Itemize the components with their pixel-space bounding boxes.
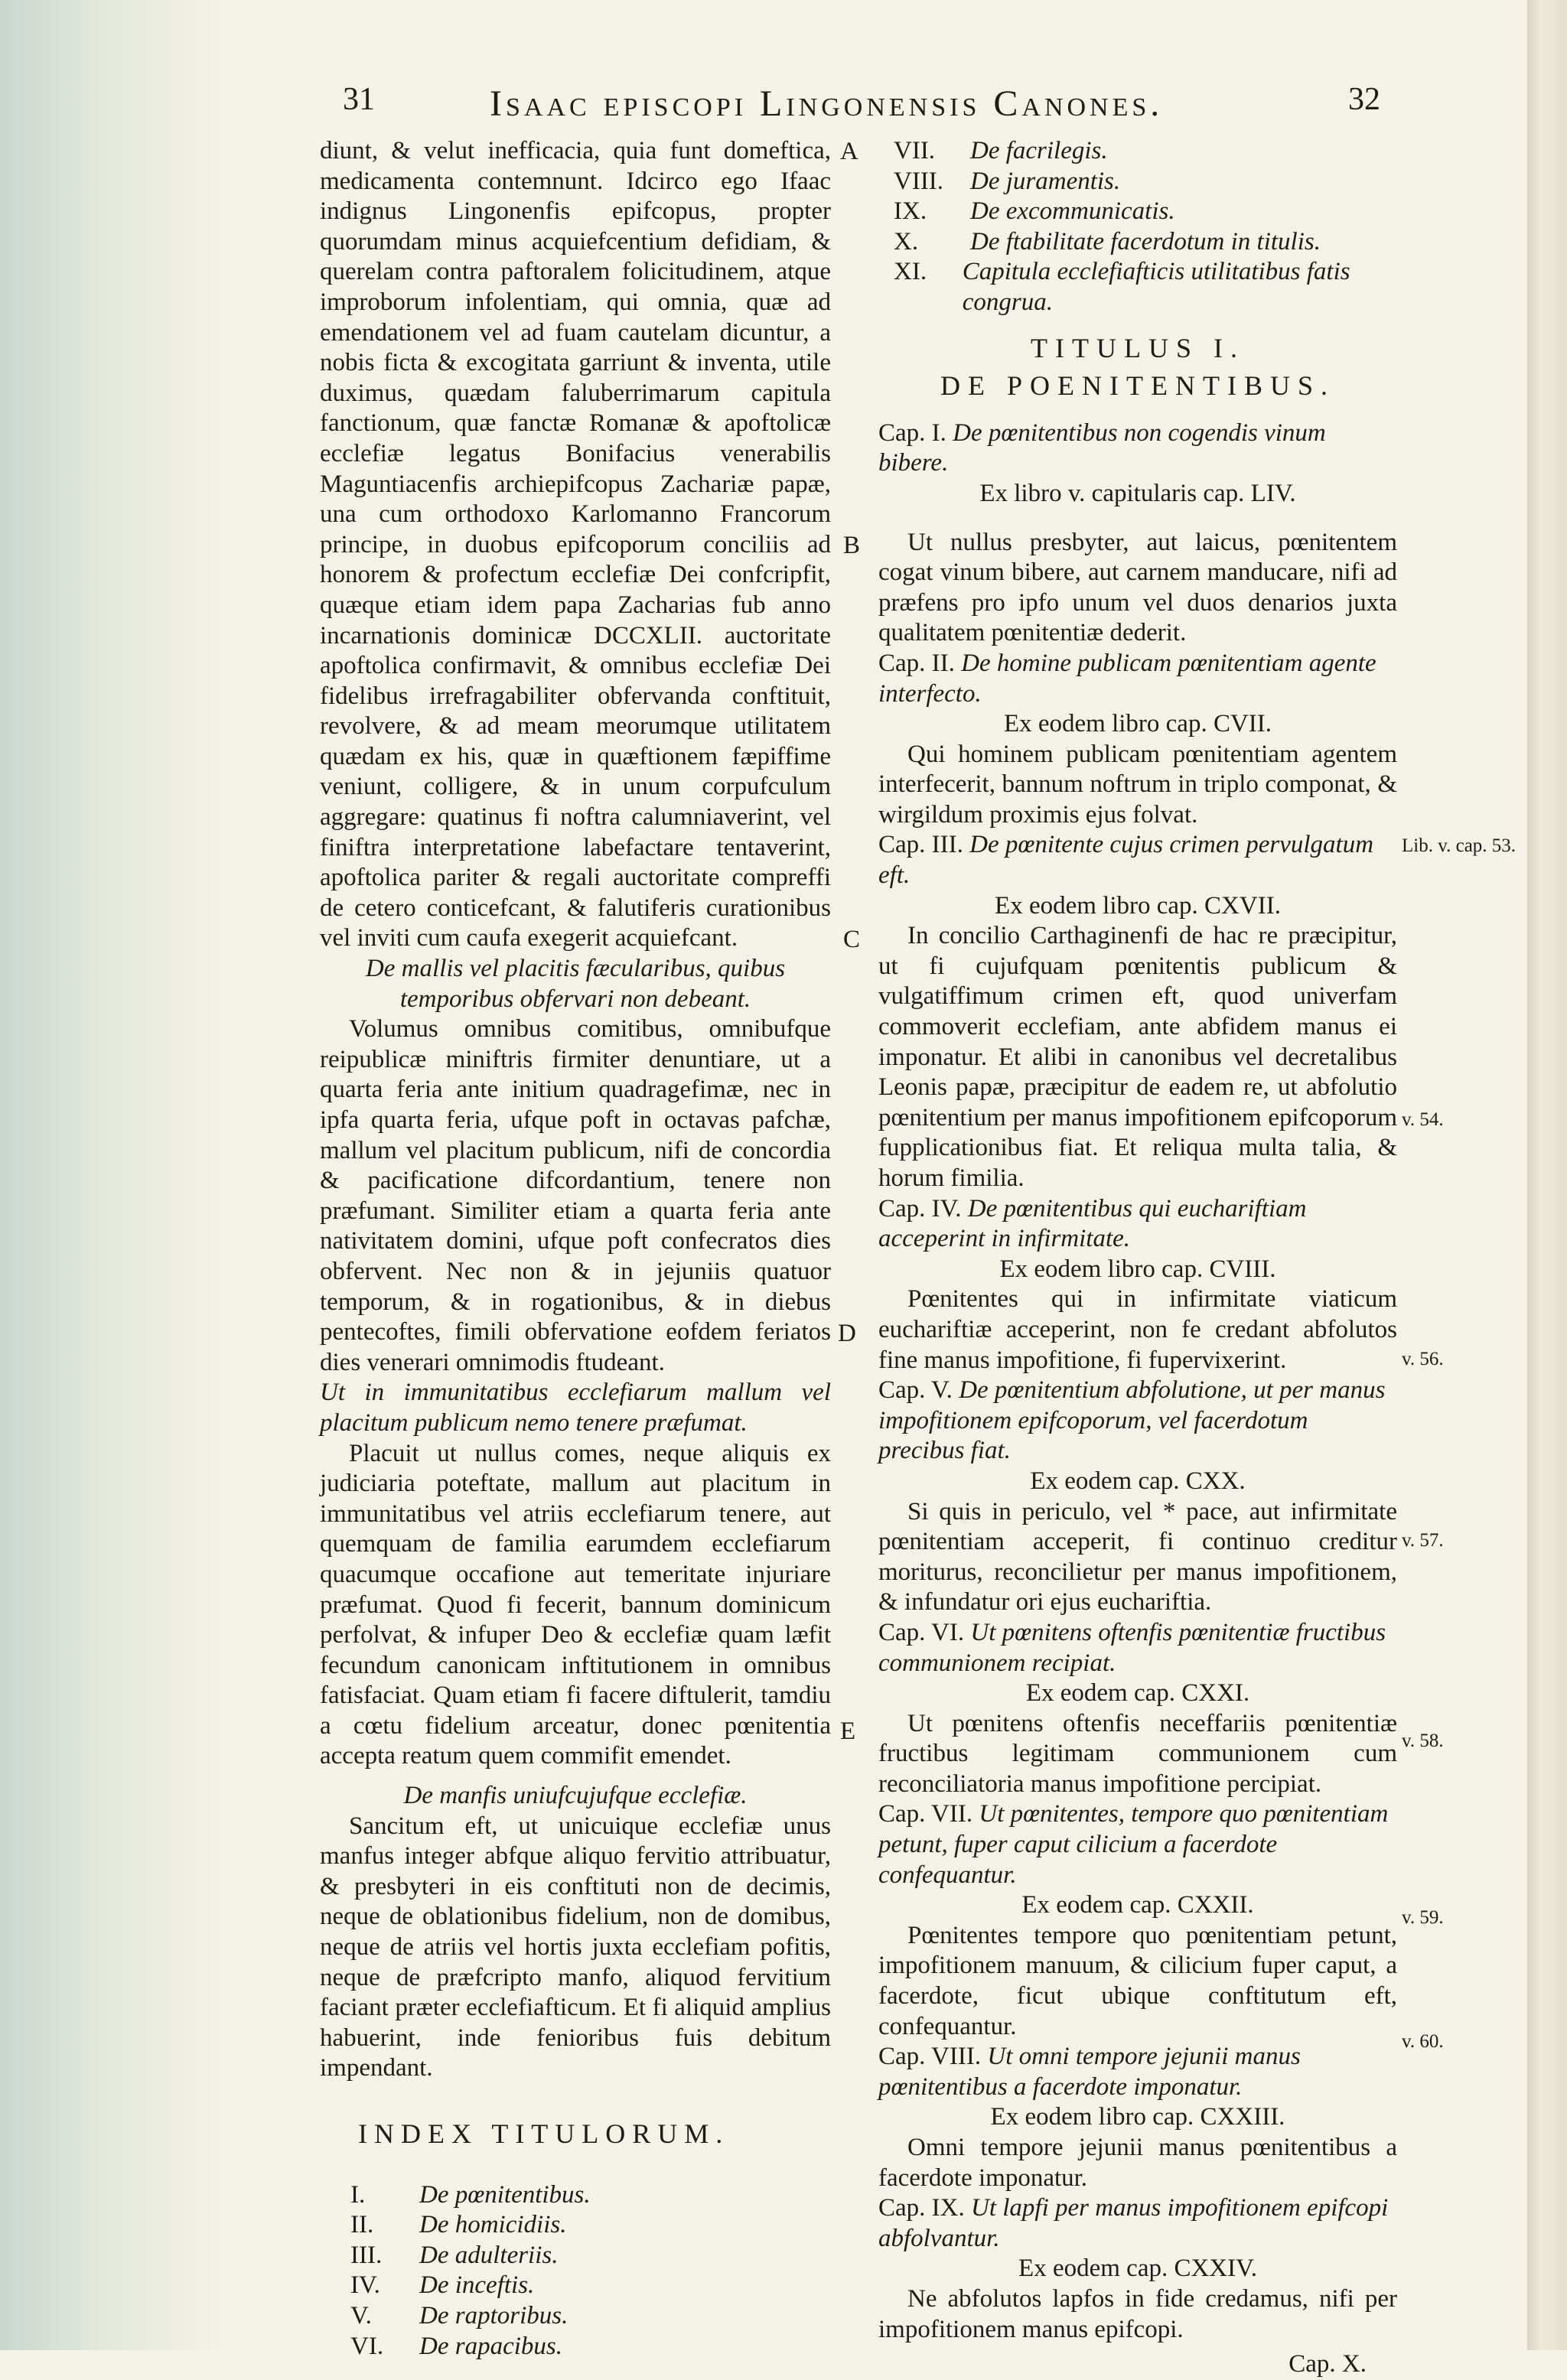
left-paragraph-4: Sancitum eft, ut unicuique ecclefiæ unus manfus integer abfque aliquo fervitio attribuatur, & presbyteri in eis conftituti non de decimis, neque de oblationibus fidelium, non de domibus, neque de atriis vel hortis juxta ecclefiam pofitis, neque de præfcripto manfo, aliquod fervitium faciant præter ecclefiafticum. Et fi aliquid amplius habuerint, inde fenioribus fuis debitum impendant. bbox=[320, 1812, 831, 2082]
chapter-number: Cap. V. bbox=[878, 1376, 953, 1405]
index-item: V. De raptoribus. bbox=[350, 2301, 568, 2330]
chapter-2 bbox=[878, 649, 1397, 831]
chapter-source: Ex eodem libro cap. CVII. bbox=[1003, 710, 1272, 738]
index-item: VIII. De juramentis. bbox=[894, 167, 1121, 195]
titulus-heading: TITULUS I. bbox=[1031, 332, 1245, 363]
next-page-edge bbox=[1527, 0, 1567, 2350]
side-letter-d: D bbox=[838, 1320, 856, 1347]
margin-note: v. 54. bbox=[1402, 1109, 1444, 1130]
side-letter-b: B bbox=[843, 532, 861, 559]
chapter-source: Ex eodem cap. CXX. bbox=[1030, 1467, 1246, 1495]
chapter-title: De pœnitente cujus crimen pervulgatum eft. bbox=[878, 831, 1374, 890]
index-item: VI. De rapacibus. bbox=[350, 2332, 562, 2360]
chapter-text: Ne abfolutos lapfos in fide credamus, nifi per impofitionem manus epifcopi. bbox=[878, 2284, 1397, 2343]
chapter-source: Ex eodem cap. CXXIV. bbox=[1018, 2255, 1257, 2283]
catchword: Cap. X. bbox=[1288, 2350, 1367, 2378]
chapter-title: De homine publicam pœnitentiam agente interfecto. bbox=[878, 649, 1376, 708]
left-page-number: 31 bbox=[343, 82, 375, 117]
chapter-source: Ex libro v. capitularis cap. LIV. bbox=[979, 479, 1296, 507]
chapter-number: Cap. III. bbox=[878, 831, 963, 859]
chapter-title: De pœnitentibus non cogendis vinum bibere. bbox=[878, 418, 1326, 477]
margin-note: v. 58. bbox=[1402, 1730, 1444, 1751]
chapter-source: Ex eodem cap. CXXII. bbox=[1021, 1891, 1254, 1919]
side-letter-c: C bbox=[843, 926, 861, 953]
chapter-text: Ut pœnitens oftenfis neceffariis pœnitentiæ fructibus legitimam communionem cum reconciliatoria manus impofitione percipiat. bbox=[878, 1709, 1397, 1798]
chapter-number: Cap. II. bbox=[878, 649, 955, 677]
margin-note: Lib. v. cap. 53. bbox=[1402, 835, 1517, 856]
left-rubric-3: De manfis uniufcujufque ecclefiæ. bbox=[403, 1782, 748, 1810]
index-item: III. De adulteriis. bbox=[350, 2241, 559, 2269]
running-title: Isaac episcopi Lingonensis Canones. bbox=[490, 83, 1164, 124]
chapter-5 bbox=[878, 1376, 1397, 1618]
margin-note: v. 59. bbox=[1402, 1907, 1444, 1928]
left-paragraph-3: Placuit ut nullus comes, neque aliquis ex judiciaria poteftate, mallum aut placitum in immunitatibus vel atriis ecclefiarum tenere, aut quemquam de familia earumdem ecclefiarum quacumque occafione aut temeritate injuriare præfumat. Quod fi fecerit, bannum dominicum perfolvat, & infuper Deo & ecclefiæ quam læfit fecundum canonicam inftitutionem in omnibus fatisfaciat. Quam etiam fi facere diftulerit, tamdiu a cœtu fidelium arceatur, donec pœnitentia accepta reatum quem commifit emendet. bbox=[320, 1439, 831, 1770]
chapter-title: De pœnitentium abfolutione, ut per manus impofitionem epifcoporum, vel facerdotum precibus fiat. bbox=[878, 1376, 1386, 1465]
side-letter-a: A bbox=[840, 138, 858, 165]
chapter-7 bbox=[878, 1799, 1397, 2042]
chapter-3 bbox=[878, 830, 1397, 1193]
chapter-text: Ut nullus presbyter, aut laicus, pœnitentem cogat vinum bibere, aut carnem manducare, nifi ad præfens pro ipfo unum vel duos denarios juxta qualitatem pœnitentiæ dederit. bbox=[878, 528, 1397, 647]
chapter-source: Ex eodem libro cap. CVIII. bbox=[999, 1255, 1276, 1283]
chapter-9 bbox=[878, 2193, 1397, 2345]
chapter-title: Ut omni tempore jejunii manus pœnitentibus a facerdote imponatur. bbox=[878, 2043, 1301, 2101]
left-rubric-1: De mallis vel placitis fæcularibus, quibus temporibus obfervari non debeant. bbox=[365, 955, 786, 1013]
chapter-number: Cap. VII. bbox=[878, 1800, 973, 1828]
index-heading: INDEX TITULORUM. bbox=[358, 2118, 730, 2149]
chapter-number: Cap. I. bbox=[878, 418, 946, 447]
chapter-text: Pœnitentes qui in infirmitate viaticum euchariftiæ acceperint, non fe credant abfolutos fine manus impofitione, fi fupervixerint. bbox=[878, 1285, 1397, 1374]
chapter-8 bbox=[878, 2042, 1397, 2193]
titulus-subheading: DE POENITENTIBUS. bbox=[940, 370, 1335, 402]
left-paragraph-2: Volumus omnibus comitibus, omnibufque reipublicæ miniftris firmiter denuntiare, ut a quarta feria ante initium quadragefimæ, nec in ipfa quarta feria, ufque poft in octavas pafchæ, mallum vel placitum publicum, nifi de concordia & pacificatione difcordantium, tenere non præfumant. Similiter etiam a quarta feria ante nativitatem domini, ufque poft confecratos dies obfervent. Nec non & in jejuniis quatuor temporum, & in rogationibus, & in diebus pentecoftes, fimili obfervatione eofdem feriatos dies venerari omnimodis ftudeant. bbox=[320, 1015, 831, 1376]
right-column bbox=[878, 136, 1397, 2380]
book-gutter-shadow bbox=[0, 0, 230, 2350]
chapter-title: De pœnitentibus qui euchariftiam acceperint in infirmitate. bbox=[878, 1194, 1307, 1253]
index-item: I. De pœnitentibus. bbox=[350, 2180, 591, 2209]
chapter-1 bbox=[878, 418, 1397, 649]
chapter-number: Cap. VI. bbox=[878, 1618, 965, 1646]
chapter-text: In concilio Carthaginenfi de hac re præcipitur, ut fi cujufquam pœnitentis publicum & vulgatiffimum crimen eft, quod univerfam commoverit ecclefiam, ante abfidem manus ei imponatur. Et alibi in canonibus vel decretalibus Leonis papæ, præcipitur de eadem re, ut abfolutio pœnitentium per manus impofitionem epifcoporum fupplicationibus fiat. Et reliqua multa talia, & horum fimilia. bbox=[878, 922, 1397, 1192]
margin-note: v. 56. bbox=[1402, 1349, 1444, 1369]
chapter-title: Ut pœnitentes, tempore quo pœnitentiam petunt, fuper caput cilicium a facerdote confequantur. bbox=[878, 1800, 1389, 1889]
chapter-number: Cap. IX. bbox=[878, 2194, 965, 2222]
chapter-text: Si quis in periculo, vel * pace, aut infirmitate pœnitentiam acceperit, fi continuo creditur moriturus, reconcilietur per manus impofitionem, & infundatur ori ejus euchariftia. bbox=[878, 1497, 1397, 1617]
chapter-source: Ex eodem libro cap. CXXIII. bbox=[990, 2103, 1285, 2131]
left-paragraph-1: diunt, & velut inefficacia, quia funt domeftica, medicamenta contemnunt. Idcirco ego Ifaac indignus Lingonenfis epifcopus, propter quorumdam minus acquiefcentium defidiam, & querelam contra paftoralem folicitudinem, atque improborum infolentiam, qui omnia, quæ ad emendationem vel ad fuam cautelam dicuntur, a nobis ficta & excogitata garriunt & inventa, utile duximus, quædam faluberrimarum capitula fanctionum, quæ fanctæ Romanæ & apoftolicæ ecclefiæ legatus Bonifacius venerabilis Maguntiacenfis archiepifcopus Zachariæ papæ, una cum orthodoxo Karlomanno Francorum principe, in duobus epifcoporum conciliis ad honorem & profectum ecclefiæ Dei confcripfit, quæque etiam idem papa Zacharias fub anno incarnationis dominicæ DCCXLII. auctoritate apoftolica confirmavit, & omnibus ecclefiæ Dei fidelibus irrefragabiliter obfervanda conftituit, revolvere, & ad meam meorumque utilitatem quædam ex his, quæ in quæftionem fæpiffime veniunt, colligere, & in unum corpufculum aggregare: quatinus fi noftra calumniaverint, vel finiftra interpretatione labefactare tentaverint, apoftolica pariter & regali auctoritate compreffi de cetero conticefcant, & falutiferis curationibus vel inviti cum caufa exegerit acquiefcant. bbox=[320, 137, 831, 952]
left-column bbox=[320, 136, 831, 2362]
chapter-title: Ut pœnitens oftenfis pœnitentiæ fructibus communionem recipiat. bbox=[878, 1618, 1386, 1677]
index-item: X. De ftabilitate facerdotum in titulis. bbox=[894, 227, 1321, 256]
chapter-source: Ex eodem libro cap. CXVII. bbox=[995, 891, 1281, 920]
margin-note: v. 57. bbox=[1402, 1530, 1444, 1551]
chapter-source: Ex eodem cap. CXXI. bbox=[1025, 1679, 1250, 1708]
chapter-number: Cap. IV. bbox=[878, 1194, 962, 1223]
chapter-title: Ut lapfi per manus impofitionem epifcopi abfolvantur. bbox=[878, 2194, 1389, 2252]
chapter-6 bbox=[878, 1618, 1397, 1800]
chapter-text: Qui hominem publicam pœnitentiam agentem interfecerit, bannum noftrum in triplo componat, & wirgildum proximis ejus folvat. bbox=[878, 740, 1397, 829]
chapter-number: Cap. VIII. bbox=[878, 2043, 982, 2071]
chapter-text: Pœnitentes tempore quo pœnitentiam petunt, impofitionem manuum, & cilicium fuper caput, a facerdote, ficut ubique conftitutum eft, confequantur. bbox=[878, 1921, 1397, 2040]
index-item: XI. Capitula ecclefiafticis utilitatibus fatis congrua. bbox=[894, 258, 1350, 316]
chapter-text: Omni tempore jejunii manus pœnitentibus a facerdote imponatur. bbox=[878, 2134, 1397, 2192]
right-page-number: 32 bbox=[1348, 82, 1380, 117]
margin-note: v. 60. bbox=[1402, 2031, 1444, 2052]
left-rubric-2: Ut in immunitatibus ecclefiarum mallum vel placitum publicum nemo tenere præfumat. bbox=[320, 1379, 831, 1437]
index-item: IV. De inceftis. bbox=[350, 2271, 535, 2300]
index-item: IX. De excommunicatis. bbox=[894, 197, 1175, 226]
side-letter-e: E bbox=[840, 1717, 856, 1745]
index-item: II. De homicidiis. bbox=[350, 2211, 567, 2239]
chapter-4 bbox=[878, 1194, 1397, 1376]
index-item: VII. De facrilegis. bbox=[894, 137, 1108, 164]
